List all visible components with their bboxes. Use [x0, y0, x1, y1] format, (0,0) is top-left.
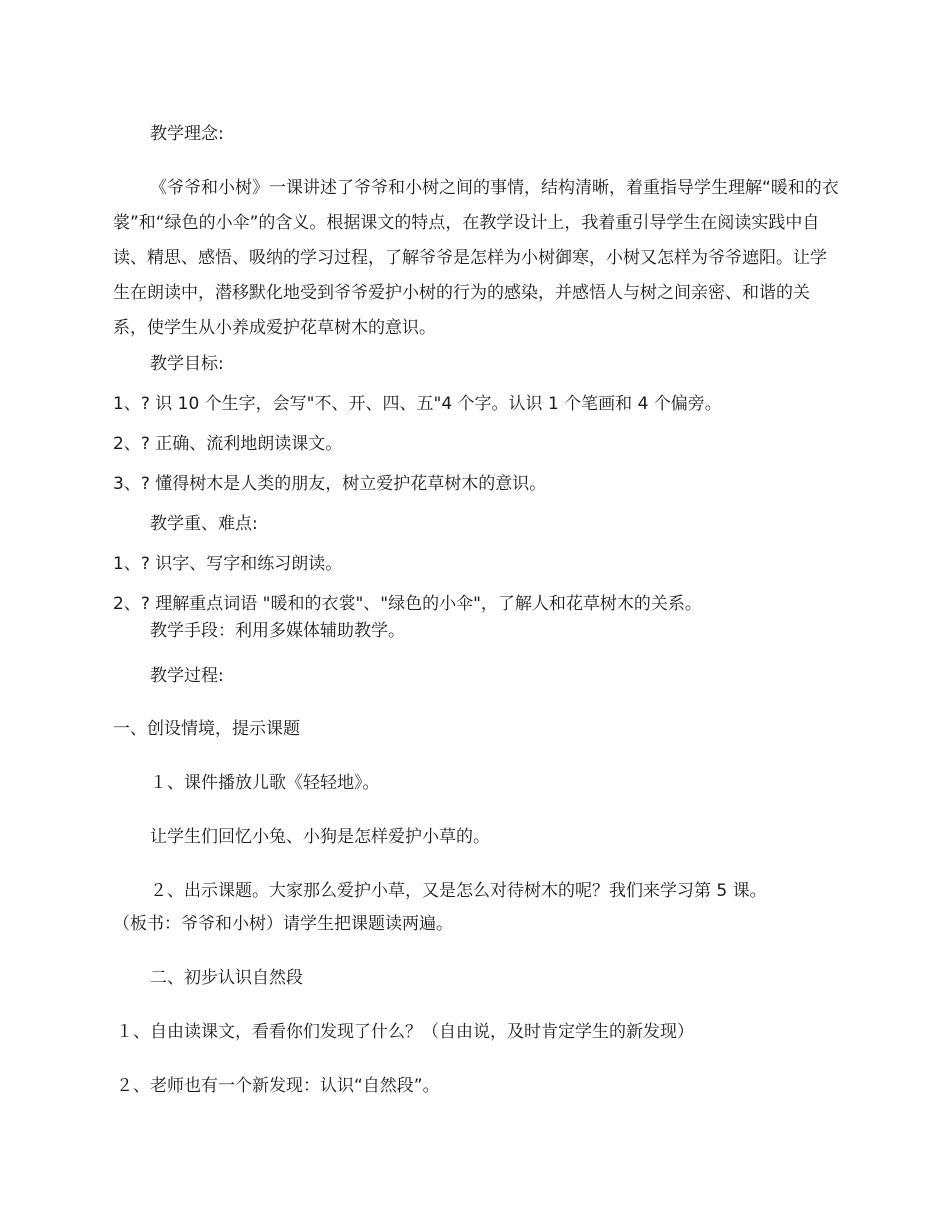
section-2-title: 二、初步认识自然段	[150, 968, 303, 988]
goal-item-3: 3、? 懂得树木是人类的朋友，树立爱护花草树木的意识。	[113, 474, 547, 494]
keypoint-item-1: 1、? 识字、写字和练习朗读。	[113, 554, 343, 574]
section-1-item-2-line-1: ２、出示课题。大家那么爱护小草，又是怎么对待树木的呢？我们来学习第 5 课。	[150, 881, 767, 901]
section-1-item-1: １、课件播放儿歌《轻轻地》。	[150, 773, 380, 793]
heading-teaching-goals: 教学目标:	[150, 354, 224, 374]
section-1-item-2-line-2: （板书：爷爷和小树）请学生把课题读两遍。	[113, 914, 453, 934]
section-2-item-1: １、自由读课文，看看你们发现了什么？（自由说，及时肯定学生的新发现）	[116, 1022, 694, 1042]
section-2-item-2: ２、老师也有一个新发现：认识“自然段”。	[116, 1076, 440, 1096]
heading-key-points: 教学重、难点:	[150, 514, 258, 534]
section-1-item-1-detail: 让学生们回忆小兔、小狗是怎样爱护小草的。	[150, 827, 490, 847]
teaching-means: 教学手段：利用多媒体辅助教学。	[150, 621, 405, 641]
heading-teaching-process: 教学过程:	[150, 666, 224, 686]
heading-teaching-concept: 教学理念:	[150, 124, 224, 144]
keypoint-item-2: 2、? 理解重点词语 "暖和的衣裳"、"绿色的小伞"，了解人和花草树木的关系。	[113, 594, 702, 614]
section-1-title: 一、创设情境，提示课题	[113, 719, 300, 739]
concept-paragraph: 《爷爷和小树》一课讲述了爷爷和小树之间的事情，结构清晰，着重指导学生理解“暖和的衣裳”和“绿色的小伞”的含义。根据课文的特点，在教学设计上，我着重引导学生在阅读实践中自读、精思、感悟、吸纳的学习过程，了解爷爷是怎样为小树御寒，小树又怎样为爷爷遮阳。让学生在朗读中，潜移默化地受到爷爷爱护小树的行为的感染，并感悟人与树之间亲密、和谐的关系，使学生从小养成爱护花草树木的意识。	[113, 178, 839, 338]
goal-item-2: 2、? 正确、流利地朗读课文。	[113, 434, 343, 454]
goal-item-1: 1、? 识 10 个生字，会写"不、开、四、五"4 个字。认识 1 个笔画和 4 个偏旁。	[113, 394, 722, 414]
